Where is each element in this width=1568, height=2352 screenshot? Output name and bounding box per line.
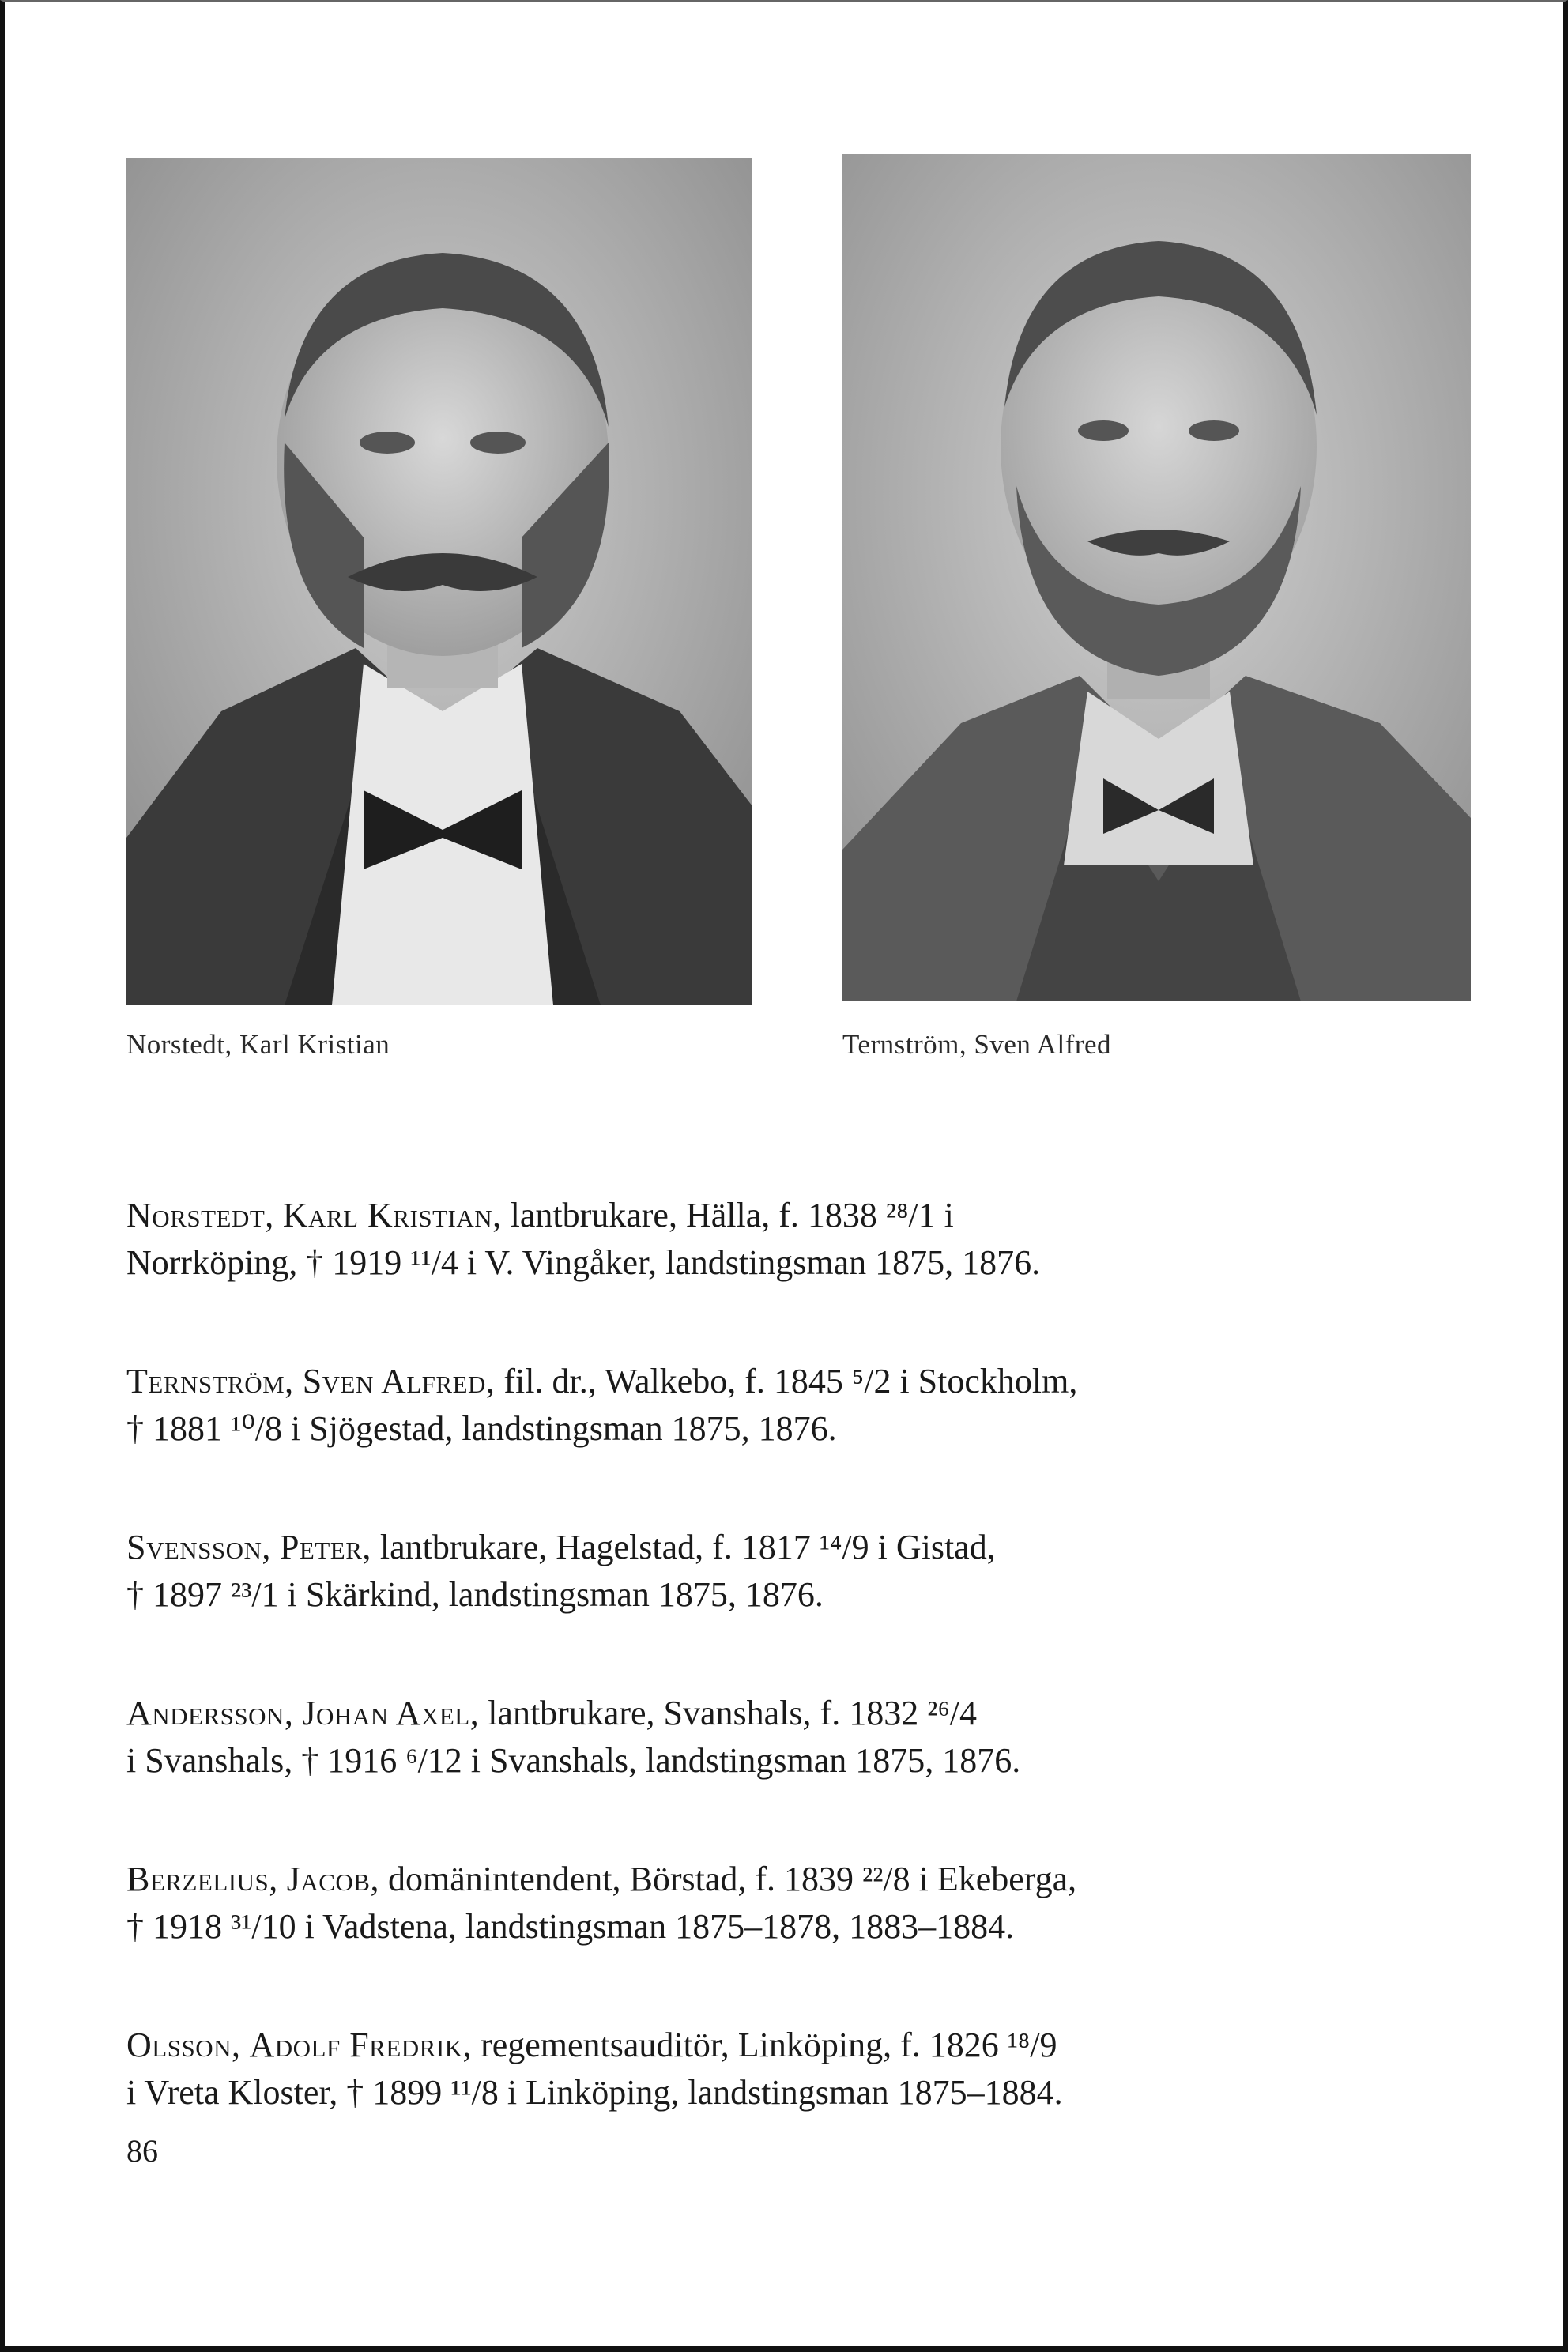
entry-line-1 <box>126 1690 1233 1737</box>
entry-given-name: Peter, <box>279 1528 371 1566</box>
entry-line-1 <box>126 1856 1233 1903</box>
page-number: 86 <box>126 2133 158 2169</box>
entry-details: lantbrukare, Hälla, f. 1838 ²⁸/1 i <box>510 1196 954 1234</box>
entry-surname: Andersson, <box>126 1694 294 1732</box>
entry-given-name: Adolf Fredrik, <box>249 2026 473 2064</box>
entry-given-name: Sven Alfred, <box>302 1362 496 1400</box>
entry-details: fil. dr., Walkebo, f. 1845 ⁵/2 i Stockholm, <box>503 1362 1078 1400</box>
entry-line-2: i Svanshals, † 1916 ⁶/12 i Svanshals, landstingsman 1875, 1876. <box>126 1741 1021 1780</box>
entry-line-1 <box>126 1524 1233 1571</box>
entry-surname: Olsson, <box>126 2026 241 2064</box>
portrait-caption-right: Ternström, Sven Alfred <box>842 1029 1112 1060</box>
entry-details: regementsauditör, Linköping, f. 1826 ¹⁸/9 <box>481 2026 1057 2064</box>
entry-details: lantbrukare, Svanshals, f. 1832 ²⁶/4 <box>488 1694 977 1732</box>
entry-line-2: † 1897 ²³/1 i Skärkind, landstingsman 1875, 1876. <box>126 1575 824 1614</box>
entry-line-1 <box>126 1192 1233 1239</box>
entry-line-2: Norrköping, † 1919 ¹¹/4 i V. Vingåker, landstingsman 1875, 1876. <box>126 1243 1041 1282</box>
biography-entry <box>126 1690 1233 1785</box>
biography-entry <box>126 2022 1233 2116</box>
entry-line-1 <box>126 1358 1233 1405</box>
entry-given-name: Johan Axel, <box>302 1694 480 1732</box>
portrait-illustration <box>126 158 752 1005</box>
entry-surname: Berzelius, <box>126 1860 278 1898</box>
entry-details: lantbrukare, Hagelstad, f. 1817 ¹⁴/9 i Gistad, <box>379 1528 996 1566</box>
biography-entry <box>126 1524 1233 1619</box>
entry-line-2: i Vreta Kloster, † 1899 ¹¹/8 i Linköping, landstingsman 1875–1884. <box>126 2073 1063 2112</box>
biography-entry <box>126 1192 1233 1287</box>
entry-line-2: † 1881 ¹⁰/8 i Sjögestad, landstingsman 1875, 1876. <box>126 1409 837 1448</box>
portrait-illustration <box>842 154 1471 1001</box>
entry-given-name: Jacob, <box>286 1860 379 1898</box>
portrait-caption-left: Norstedt, Karl Kristian <box>126 1029 390 1060</box>
entry-line-1 <box>126 2022 1233 2069</box>
entry-surname: Svensson, <box>126 1528 271 1566</box>
entry-surname: Norstedt, <box>126 1196 274 1234</box>
entry-surname: Ternström, <box>126 1362 294 1400</box>
biography-entry <box>126 1358 1233 1453</box>
portrait-photo-ternstrom <box>842 154 1471 1001</box>
portrait-photo-norstedt <box>126 158 752 1005</box>
biography-entry <box>126 1856 1233 1951</box>
entry-given-name: Karl Kristian, <box>282 1196 502 1234</box>
entry-line-2: † 1918 ³¹/10 i Vadstena, landstingsman 1875–1878, 1883–1884. <box>126 1907 1015 1946</box>
entry-details: domänintendent, Börstad, f. 1839 ²²/8 i Ekeberga, <box>388 1860 1077 1898</box>
